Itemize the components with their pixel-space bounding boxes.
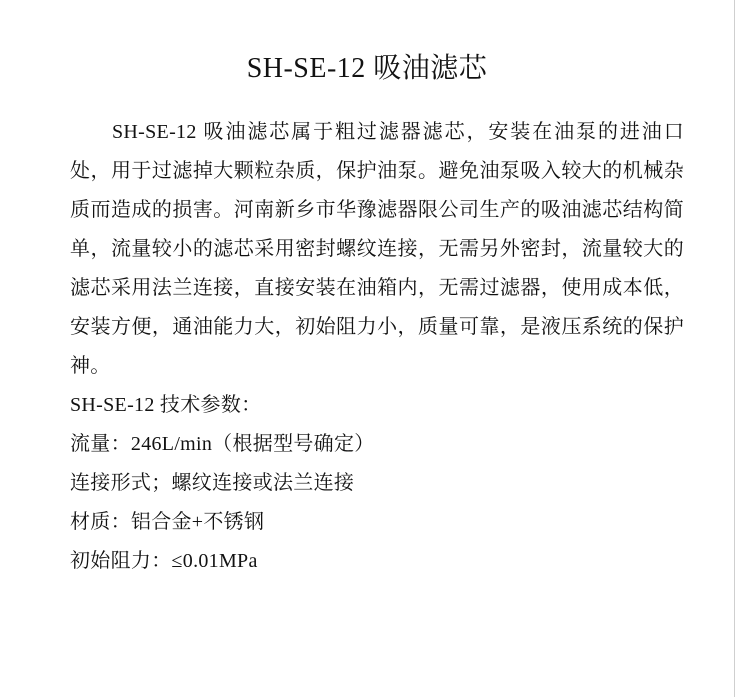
spec-line-flow: 流量：246L/min（根据型号确定）: [70, 433, 375, 455]
intro-paragraph: SH-SE-12 吸油滤芯属于粗过滤器滤芯，安装在油泵的进油口处，用于过滤掉大颗粒杂质，保护油泵。避免油泵吸入较大的机械杂质而造成的损害。河南新乡市华豫滤器限公司生产的吸油滤芯结构简单，流量较小的滤芯采用密封螺纹连接，无需另外密封，流量较大的滤芯采用法兰连接，直接安装在油箱内，无需过滤器，使用成本低，安装方便，通油能力大，初始阻力小，质量可靠，是液压系统的保护神。: [70, 121, 684, 377]
document-body: [70, 113, 684, 581]
page-title: SH-SE-12 吸油滤芯: [246, 52, 488, 84]
specs-heading: SH-SE-12 技术参数：: [70, 394, 262, 416]
spec-line-material: 材质：铝合金+不锈钢: [70, 511, 265, 533]
page-right-border: [734, 0, 735, 697]
spec-line-connection: 连接形式；螺纹连接或法兰连接: [70, 472, 355, 494]
spec-line-initial-resistance: 初始阻力：≤0.01MPa: [70, 550, 258, 572]
